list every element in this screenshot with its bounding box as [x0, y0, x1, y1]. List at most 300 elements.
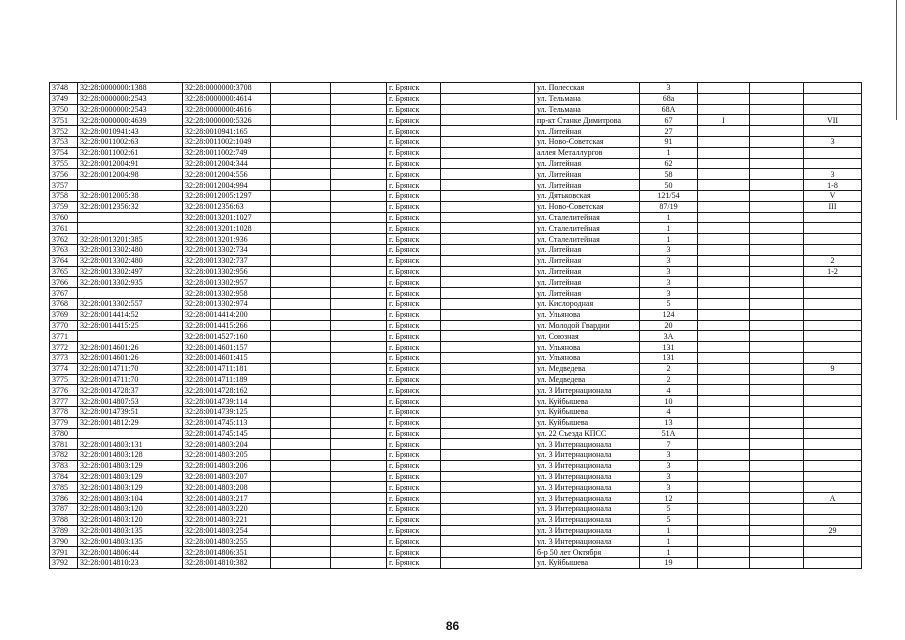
table-cell-e3	[441, 309, 535, 320]
table-cell-city: г. Брянск	[387, 352, 441, 363]
table-cell-street: ул. 3 Интернационала	[535, 471, 640, 482]
table-cell-cad1: 32:28:0013302:557	[78, 298, 183, 309]
table-cell-cad2: 32:28:0010941:165	[183, 126, 271, 137]
table-cell-lit	[698, 158, 750, 169]
table-cell-city: г. Брянск	[387, 417, 441, 428]
table-row	[50, 320, 862, 331]
table-cell-e3	[441, 385, 535, 396]
table-cell-num: 3780	[50, 428, 78, 439]
table-cell-e3	[441, 342, 535, 353]
table-cell-house: 3	[640, 288, 698, 299]
table-cell-lit	[698, 450, 750, 461]
table-cell-street: ул. Куйбышева	[535, 406, 640, 417]
table-cell-street: ул. Литейная	[535, 158, 640, 169]
table-cell-num: 3769	[50, 309, 78, 320]
table-cell-flat	[804, 460, 862, 471]
table-cell-flat	[804, 352, 862, 363]
table-cell-city: г. Брянск	[387, 136, 441, 147]
table-cell-flat	[804, 298, 862, 309]
table-cell-cad1: 32:28:0014711:70	[78, 363, 183, 374]
table-cell-e4	[750, 147, 804, 158]
table-cell-e3	[441, 460, 535, 471]
table-cell-house: 51А	[640, 428, 698, 439]
table-row	[50, 439, 862, 450]
table-cell-flat: 1-2	[804, 266, 862, 277]
table-cell-lit	[698, 331, 750, 342]
table-cell-house: 5	[640, 504, 698, 515]
table-cell-flat	[804, 93, 862, 104]
table-cell-e3	[441, 266, 535, 277]
table-cell-e2	[331, 309, 387, 320]
table-cell-street: б-р 50 лет Октября	[535, 547, 640, 558]
table-row	[50, 558, 862, 569]
table-cell-e3	[441, 147, 535, 158]
table-cell-cad2: 32:28:0014745:145	[183, 428, 271, 439]
table-cell-e2	[331, 277, 387, 288]
table-row	[50, 169, 862, 180]
table-cell-street: ул. 3 Интернационала	[535, 525, 640, 536]
table-cell-e4	[750, 493, 804, 504]
table-cell-e1	[271, 417, 331, 428]
table-cell-e4	[750, 547, 804, 558]
table-cell-flat	[804, 504, 862, 515]
table-cell-city: г. Брянск	[387, 266, 441, 277]
table-cell-lit	[698, 439, 750, 450]
table-row	[50, 331, 862, 342]
table-cell-city: г. Брянск	[387, 212, 441, 223]
table-cell-street: ул. 3 Интернационала	[535, 514, 640, 525]
table-cell-num: 3778	[50, 406, 78, 417]
table-cell-e2	[331, 83, 387, 94]
table-cell-e4	[750, 460, 804, 471]
table-cell-city: г. Брянск	[387, 320, 441, 331]
table-cell-cad2: 32:28:0014745:113	[183, 417, 271, 428]
table-cell-city: г. Брянск	[387, 439, 441, 450]
table-cell-e1	[271, 547, 331, 558]
table-cell-flat: III	[804, 201, 862, 212]
table-cell-city: г. Брянск	[387, 342, 441, 353]
table-cell-cad2: 32:28:0013201:1028	[183, 223, 271, 234]
table-cell-street: ул. Ульянова	[535, 352, 640, 363]
table-cell-cad2: 32:28:0014711:189	[183, 374, 271, 385]
table-cell-city: г. Брянск	[387, 93, 441, 104]
table-cell-e2	[331, 115, 387, 126]
table-cell-num: 3772	[50, 342, 78, 353]
table-cell-city: г. Брянск	[387, 244, 441, 255]
table-cell-e3	[441, 352, 535, 363]
table-row	[50, 428, 862, 439]
table-cell-lit	[698, 83, 750, 94]
table-cell-e3	[441, 450, 535, 461]
table-cell-e4	[750, 180, 804, 191]
table-cell-e1	[271, 158, 331, 169]
table-cell-e4	[750, 536, 804, 547]
table-cell-e3	[441, 244, 535, 255]
table-cell-e1	[271, 266, 331, 277]
table-cell-city: г. Брянск	[387, 385, 441, 396]
table-row	[50, 201, 862, 212]
table-cell-num: 3783	[50, 460, 78, 471]
table-cell-cad1	[78, 288, 183, 299]
table-cell-flat	[804, 212, 862, 223]
table-cell-cad1	[78, 180, 183, 191]
table-cell-flat: 9	[804, 363, 862, 374]
table-cell-city: г. Брянск	[387, 201, 441, 212]
table-cell-e3	[441, 234, 535, 245]
table-cell-e4	[750, 342, 804, 353]
table-cell-flat	[804, 417, 862, 428]
table-row	[50, 126, 862, 137]
table-cell-cad1: 32:28:0014711:70	[78, 374, 183, 385]
table-cell-e3	[441, 136, 535, 147]
table-cell-e1	[271, 460, 331, 471]
table-cell-e3	[441, 83, 535, 94]
table-cell-cad1: 32:28:0014803:131	[78, 439, 183, 450]
table-cell-e2	[331, 428, 387, 439]
table-cell-num: 3791	[50, 547, 78, 558]
table-cell-flat: 1-8	[804, 180, 862, 191]
table-cell-e2	[331, 201, 387, 212]
table-cell-house: 124	[640, 309, 698, 320]
table-cell-flat	[804, 104, 862, 115]
table-cell-e2	[331, 417, 387, 428]
table-row	[50, 363, 862, 374]
table-cell-num: 3773	[50, 352, 78, 363]
table-cell-house: 131	[640, 352, 698, 363]
table-cell-cad2: 32:28:0012004:556	[183, 169, 271, 180]
table-cell-house: 5	[640, 514, 698, 525]
table-cell-city: г. Брянск	[387, 298, 441, 309]
table-cell-house: 58	[640, 169, 698, 180]
table-cell-e2	[331, 450, 387, 461]
table-row	[50, 482, 862, 493]
table-cell-flat	[804, 374, 862, 385]
table-row	[50, 352, 862, 363]
table-cell-city: г. Брянск	[387, 363, 441, 374]
table-cell-e1	[271, 136, 331, 147]
table-cell-cad1: 32:28:0011002:63	[78, 136, 183, 147]
table-cell-e3	[441, 471, 535, 482]
table-row	[50, 406, 862, 417]
table-cell-num: 3782	[50, 450, 78, 461]
table-cell-e4	[750, 428, 804, 439]
table-cell-city: г. Брянск	[387, 309, 441, 320]
table-cell-lit	[698, 363, 750, 374]
table-cell-e4	[750, 320, 804, 331]
table-cell-e3	[441, 558, 535, 569]
table-cell-cad2: 32:28:0014527:160	[183, 331, 271, 342]
table-cell-e2	[331, 158, 387, 169]
table-row	[50, 234, 862, 245]
table-cell-e1	[271, 115, 331, 126]
table-cell-cad1: 32:28:0014414:52	[78, 309, 183, 320]
table-cell-city: г. Брянск	[387, 547, 441, 558]
table-cell-city: г. Брянск	[387, 158, 441, 169]
table-cell-cad1: 32:28:0014739:51	[78, 406, 183, 417]
table-cell-e2	[331, 525, 387, 536]
table-cell-e1	[271, 352, 331, 363]
table-row	[50, 493, 862, 504]
table-cell-cad2: 32:28:0013201:1027	[183, 212, 271, 223]
table-cell-city: г. Брянск	[387, 504, 441, 515]
table-cell-lit	[698, 136, 750, 147]
table-cell-street: ул. Сталелитейная	[535, 234, 640, 245]
table-cell-num: 3768	[50, 298, 78, 309]
table-cell-house: 3	[640, 460, 698, 471]
table-cell-street: ул. Полесская	[535, 83, 640, 94]
table-cell-street: ул. 3 Интернационала	[535, 450, 640, 461]
table-cell-cad2: 32:28:0014728:162	[183, 385, 271, 396]
table-cell-cad1: 32:28:0000000:1388	[78, 83, 183, 94]
table-cell-num: 3755	[50, 158, 78, 169]
table-cell-flat	[804, 342, 862, 353]
table-cell-cad1: 32:28:0014803:129	[78, 482, 183, 493]
table-cell-city: г. Брянск	[387, 234, 441, 245]
table-row	[50, 158, 862, 169]
table-cell-e1	[271, 190, 331, 201]
table-cell-cad1: 32:28:0013201:385	[78, 234, 183, 245]
table-cell-house: 4	[640, 406, 698, 417]
table-cell-cad1	[78, 223, 183, 234]
table-cell-e3	[441, 212, 535, 223]
table-cell-cad2: 32:28:0014803:217	[183, 493, 271, 504]
table-cell-cad1: 32:28:0014728:37	[78, 385, 183, 396]
table-cell-flat: VII	[804, 115, 862, 126]
table-cell-street: ул. Литейная	[535, 244, 640, 255]
table-cell-e2	[331, 147, 387, 158]
table-cell-cad1: 32:28:0000000:2543	[78, 93, 183, 104]
table-cell-e3	[441, 115, 535, 126]
table-cell-lit	[698, 266, 750, 277]
table-cell-house: 62	[640, 158, 698, 169]
table-cell-num: 3786	[50, 493, 78, 504]
table-cell-lit	[698, 374, 750, 385]
table-cell-cad1: 32:28:0014803:120	[78, 514, 183, 525]
table-cell-e1	[271, 482, 331, 493]
table-cell-cad2: 32:28:0013302:734	[183, 244, 271, 255]
table-cell-num: 3789	[50, 525, 78, 536]
table-cell-lit	[698, 558, 750, 569]
table-cell-lit	[698, 471, 750, 482]
table-cell-city: г. Брянск	[387, 482, 441, 493]
table-cell-e1	[271, 536, 331, 547]
table-cell-cad2: 32:28:0014806:351	[183, 547, 271, 558]
table-cell-flat	[804, 450, 862, 461]
table-cell-e1	[271, 331, 331, 342]
table-cell-num: 3766	[50, 277, 78, 288]
table-cell-e1	[271, 255, 331, 266]
table-cell-e4	[750, 266, 804, 277]
table-cell-house: 27	[640, 126, 698, 137]
table-cell-e1	[271, 83, 331, 94]
table-cell-e3	[441, 298, 535, 309]
table-cell-house: 13	[640, 417, 698, 428]
table-cell-lit	[698, 244, 750, 255]
table-cell-cad1	[78, 331, 183, 342]
table-cell-e4	[750, 525, 804, 536]
table-cell-flat	[804, 428, 862, 439]
table-cell-e4	[750, 223, 804, 234]
table-cell-house: 2	[640, 374, 698, 385]
table-cell-e1	[271, 298, 331, 309]
table-cell-cad1: 32:28:0012356:32	[78, 201, 183, 212]
table-cell-cad1: 32:28:0014803:135	[78, 525, 183, 536]
table-cell-cad2: 32:28:0012004:994	[183, 180, 271, 191]
table-cell-city: г. Брянск	[387, 190, 441, 201]
table-row	[50, 385, 862, 396]
table-cell-lit	[698, 417, 750, 428]
table-cell-e4	[750, 169, 804, 180]
table-cell-e1	[271, 244, 331, 255]
table-cell-e1	[271, 406, 331, 417]
table-cell-e2	[331, 385, 387, 396]
table-cell-flat: А	[804, 493, 862, 504]
table-row	[50, 255, 862, 266]
table-cell-e1	[271, 277, 331, 288]
table-cell-lit	[698, 277, 750, 288]
table-cell-cad2: 32:28:0014810:382	[183, 558, 271, 569]
table-cell-cad2: 32:28:0012356:63	[183, 201, 271, 212]
table-cell-e1	[271, 234, 331, 245]
table-cell-e2	[331, 558, 387, 569]
table-cell-lit	[698, 536, 750, 547]
table-cell-lit	[698, 147, 750, 158]
table-cell-house: 87/19	[640, 201, 698, 212]
address-register-table	[49, 82, 862, 569]
table-cell-street: ул. 3 Интернационала	[535, 460, 640, 471]
table-cell-num: 3767	[50, 288, 78, 299]
table-body	[50, 83, 862, 569]
table-cell-e2	[331, 352, 387, 363]
table-cell-city: г. Брянск	[387, 471, 441, 482]
table-cell-flat	[804, 558, 862, 569]
table-cell-e2	[331, 504, 387, 515]
table-cell-street: ул. Ульянова	[535, 342, 640, 353]
table-cell-city: г. Брянск	[387, 126, 441, 137]
table-cell-e4	[750, 406, 804, 417]
table-cell-e2	[331, 406, 387, 417]
table-cell-city: г. Брянск	[387, 147, 441, 158]
table-cell-lit	[698, 298, 750, 309]
table-cell-flat	[804, 320, 862, 331]
table-cell-e4	[750, 309, 804, 320]
table-cell-e4	[750, 244, 804, 255]
table-cell-lit	[698, 406, 750, 417]
table-cell-e2	[331, 342, 387, 353]
table-cell-cad1: 32:28:0013302:497	[78, 266, 183, 277]
table-cell-flat	[804, 126, 862, 137]
table-cell-flat: 2	[804, 255, 862, 266]
table-cell-cad1: 32:28:0014803:129	[78, 471, 183, 482]
table-row	[50, 298, 862, 309]
scan-edge-line	[896, 0, 897, 120]
table-cell-city: г. Брянск	[387, 104, 441, 115]
table-cell-flat: 29	[804, 525, 862, 536]
table-cell-num: 3750	[50, 104, 78, 115]
table-cell-house: 50	[640, 180, 698, 191]
table-cell-e4	[750, 417, 804, 428]
table-cell-street: ул. 3 Интернационала	[535, 504, 640, 515]
table-cell-street: ул. Литейная	[535, 126, 640, 137]
table-cell-street: ул. Литейная	[535, 180, 640, 191]
table-cell-num: 3760	[50, 212, 78, 223]
table-cell-house: 1	[640, 525, 698, 536]
table-cell-cad2: 32:28:0014601:157	[183, 342, 271, 353]
table-cell-cad1: 32:28:0013302:480	[78, 255, 183, 266]
table-cell-house: 3	[640, 471, 698, 482]
table-cell-lit	[698, 385, 750, 396]
table-cell-cad2: 32:28:0000000:5326	[183, 115, 271, 126]
table-cell-e1	[271, 212, 331, 223]
table-cell-house: 1	[640, 223, 698, 234]
table-row	[50, 504, 862, 515]
table-cell-cad2: 32:28:0013302:957	[183, 277, 271, 288]
table-cell-e2	[331, 363, 387, 374]
table-cell-cad1: 32:28:0014812:29	[78, 417, 183, 428]
table-cell-house: 121/54	[640, 190, 698, 201]
table-cell-house: 3	[640, 450, 698, 461]
table-cell-e4	[750, 331, 804, 342]
table-cell-e2	[331, 547, 387, 558]
table-cell-num: 3758	[50, 190, 78, 201]
table-cell-e4	[750, 363, 804, 374]
table-cell-flat	[804, 234, 862, 245]
table-cell-lit	[698, 352, 750, 363]
table-cell-num: 3748	[50, 83, 78, 94]
table-cell-lit	[698, 223, 750, 234]
table-cell-lit	[698, 309, 750, 320]
table-cell-e4	[750, 352, 804, 363]
table-cell-cad1	[78, 212, 183, 223]
table-cell-num: 3771	[50, 331, 78, 342]
table-cell-e2	[331, 212, 387, 223]
table-cell-e4	[750, 255, 804, 266]
table-row	[50, 309, 862, 320]
table-cell-cad2: 32:28:0013302:956	[183, 266, 271, 277]
table-cell-house: 1	[640, 212, 698, 223]
table-cell-cad2: 32:28:0014803:220	[183, 504, 271, 515]
table-cell-lit	[698, 201, 750, 212]
table-cell-street: ул. Литейная	[535, 277, 640, 288]
table-cell-street: ул. Тельмана	[535, 104, 640, 115]
table-cell-e2	[331, 471, 387, 482]
table-cell-cad2: 32:28:0014711:181	[183, 363, 271, 374]
table-cell-num: 3788	[50, 514, 78, 525]
table-cell-e3	[441, 126, 535, 137]
table-cell-e1	[271, 374, 331, 385]
table-cell-cad2: 32:28:0014803:254	[183, 525, 271, 536]
table-cell-num: 3776	[50, 385, 78, 396]
table-cell-lit	[698, 212, 750, 223]
table-cell-e4	[750, 83, 804, 94]
table-cell-e1	[271, 525, 331, 536]
table-row	[50, 212, 862, 223]
table-cell-e3	[441, 320, 535, 331]
table-cell-cad1: 32:28:0014601:26	[78, 352, 183, 363]
table-cell-city: г. Брянск	[387, 255, 441, 266]
table-row	[50, 547, 862, 558]
table-cell-e1	[271, 320, 331, 331]
table-cell-e4	[750, 450, 804, 461]
table-cell-num: 3752	[50, 126, 78, 137]
table-cell-lit	[698, 126, 750, 137]
table-cell-lit	[698, 288, 750, 299]
table-cell-num: 3774	[50, 363, 78, 374]
table-cell-city: г. Брянск	[387, 288, 441, 299]
table-cell-e3	[441, 417, 535, 428]
table-cell-e1	[271, 342, 331, 353]
table-cell-house: 67	[640, 115, 698, 126]
